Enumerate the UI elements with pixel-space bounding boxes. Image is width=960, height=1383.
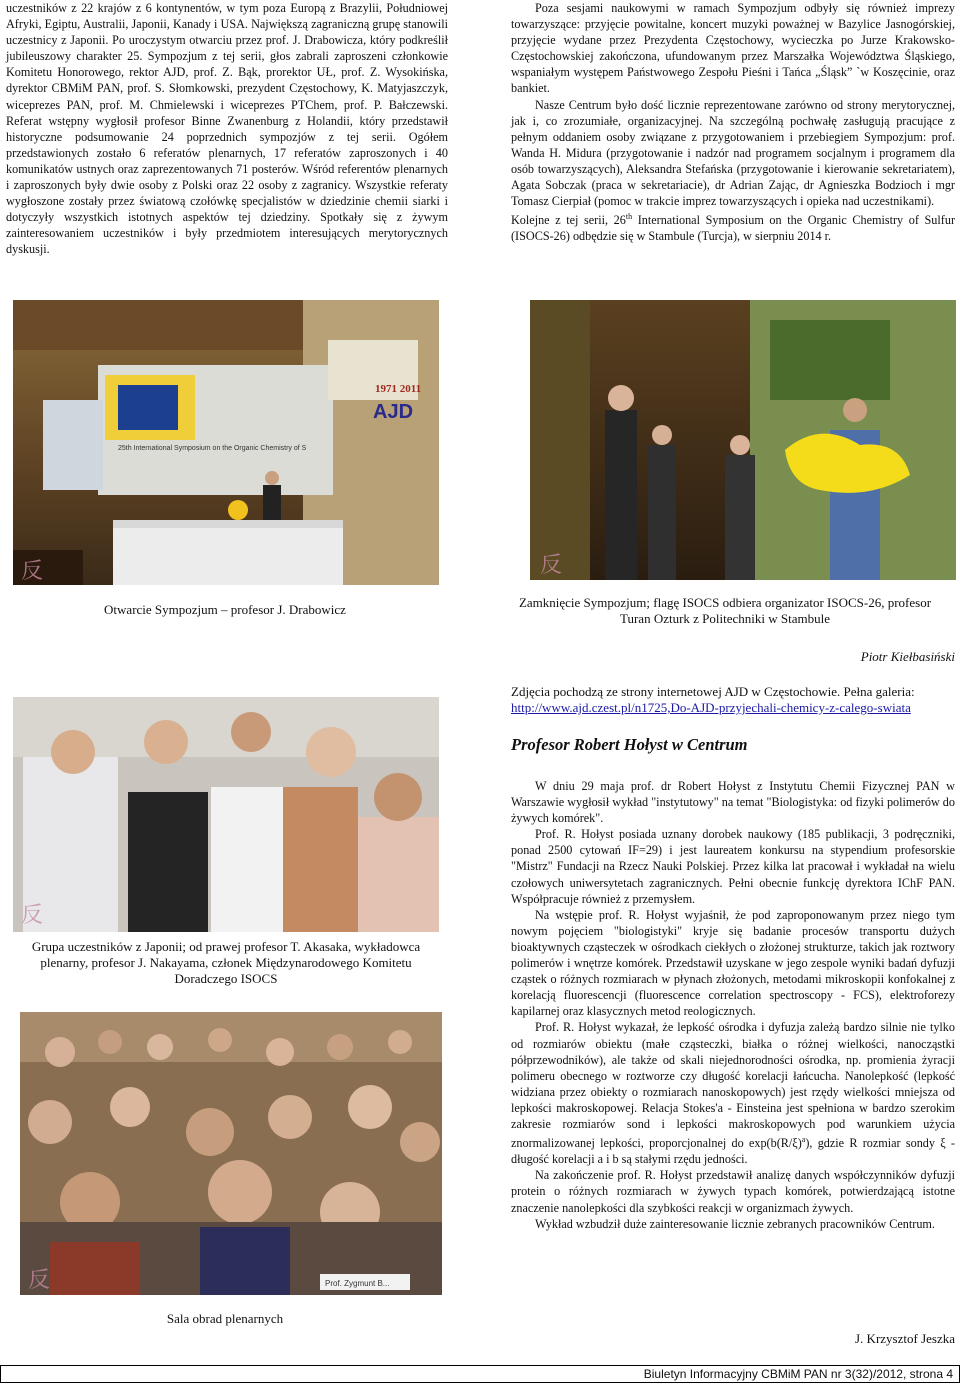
- article-paragraph-4-a: Prof. R. Hołyst wykazał, że lepkość ośrodka i dyfuzja zależą bardzo silnie nie tylko od rozmiarów obiektu (małe cząsteczki, białka o różnej wielkości, nanocząstki półprzewodników), ale także od skali niejednorodności ośrodka, np. promienia żyracji polimeru obecnego w roztworze czy długość korelacji łańcucha. Nanolepkość (lepkość widziana przez obiekty o rozmiarach nanoskopowych) jest rzędy wielkości mniejsza od lepkości makroskopowej. Relacja Stokes'a - Einsteina jest spełniona w bardzo szerokim zakresie rozmiarów sond i lepkości makroskopowych pod warunkiem użycia znormalizowanej lepkości, proporcjonalnej do exp(b(R/ξ): [511, 1020, 955, 1151]
- hall-caption: Sala obrad plenarnych: [166, 1311, 284, 1326]
- opening-photo-screen-text: 25th International Symposium on the Organic Chemistry of S: [118, 445, 307, 452]
- next-symposium-text-b: International Symposium on the Organic Chemistry of Sulfur (ISOCS-26) odbędzie się w Stambule (Turcja), w sierpniu 2014 r.: [511, 213, 955, 244]
- japan-group-photo: [13, 697, 439, 932]
- gallery-link[interactable]: http://www.ajd.czest.pl/n1725,Do-AJD-przyjechali-chemicy-z-calego-swiata: [511, 700, 911, 715]
- left-intro-text: [6, 0, 448, 258]
- opening-photo-watermark: 反: [21, 559, 44, 584]
- next-symposium-text-a: Kolejne z tej serii, 26: [511, 213, 626, 228]
- right-intro-text: [511, 0, 955, 244]
- article-paragraph-4-b: ), gdzie R rozmiar sondy ξ - długość korelacji a i b są stałymi rzędu jedności.: [511, 1136, 955, 1167]
- hall-photo-sign: Prof. Zygmunt B...: [325, 1279, 390, 1288]
- author-signature-2: J. Krzysztof Jeszka: [855, 1331, 955, 1346]
- hall-photo-watermark: 反: [28, 1268, 51, 1293]
- japan-caption: Grupa uczestników z Japonii; od prawej profesor T. Akasaka, wykładowca plenarny, profesor J. Nakayama, członek Międzynarodowego Komitetu Doradczego ISOCS: [31, 939, 421, 986]
- opening-photo: [13, 300, 439, 585]
- article-paragraph-4-sup: a: [801, 1135, 806, 1145]
- left-intro-paragraph: uczestników z 22 krajów z 6 kontynentów, w tym poza Europą z Brazylii, Południowej Afryki, Egiptu, Australii, Japonii, Kanady i USA. Największą zagraniczną grupę stanowili uczestnicy z Japonii. Po uroczystym otwarciu przez prof. J. Drabowicza, który podkreślił jubileuszowy charakter 25. Sympozjum z tej serii, głos zabrali zaproszeni członkowie Komitetu Honorowego, rektor AJD, prof. Z. Bąk, prorektor UŁ, prof. Z. Wysokińska, dyrektor CBMiM PAN, prof. S. Słomkowski, prezydent Częstochowy, K. Matyjaszczyk, wiceprezes PAN, prof. M. Chmielewski i wiceprezes PTChem, prof. P. Bałczewski. Referat wstępny wygłosił profesor Binne Zwanenburg z Holandii, który przedstawił historyczne podsumowanie 24 poprzednich sympozjów z tej serii. Ogółem przedstawionych zostało 6 referatów plenarnych, 17 referatów zaproszonych i 40 komunikatów ustnych oraz zaprezentowanych 71 posterów. Wśród referentów plenarnych i zaproszonych były dwie osoby z Polski oraz 22 osoby z zagranicy. Wszystkie referaty wygłoszone zostały przez światową czołówkę specjalistów w dziedzinie chemii siarki i dotyczyły wszystkich istotnych aspektów tej dziedziny. Spotkały się z żywym zainteresowaniem uczestników i były przedmiotem interesujących merytorycznych dyskusji.: [6, 1, 448, 257]
- closing-caption: Zamknięcie Sympozjum; flagę ISOCS odbiera organizator ISOCS-26, profesor Turan Ozturk z Politechniki w Stambule: [518, 595, 932, 626]
- article-paragraph-4: [511, 1019, 955, 1167]
- page-footer: [0, 1365, 960, 1383]
- next-symposium-paragraph: [511, 209, 955, 244]
- photo-source-note: [511, 684, 956, 716]
- article-paragraph-3: Na wstępie prof. R. Hołyst wyjaśnił, że pod zaproponowanym przez niego tym nowym pojęciem "biologistyki" kryje się badanie procesów transportu dużych bioaktywnych cząsteczek w ośrodkach ciekłych o złożonej strukturze, takich jak roztwory polimerów i wnętrze komórek. Przedstawił uzyskane w jego zespole wyniki badań dyfuzji cząstek o różnych rozmiarach w płynach złożonych, metodami mikroskopii konfokalnej z korelacją fluorescencji (fluorescence correlation spectroscopy - FCS), elektroforezy kapilarnej oraz klasycznych metod reologicznych.: [511, 907, 955, 1019]
- article-paragraph-1: W dniu 29 maja prof. dr Robert Hołyst z Instytutu Chemii Fizycznej PAN w Warszawie wygłosił wykład "instytutowy" na temat "Biologistyka: od fizyki polimerów do żywych komórek".: [511, 779, 955, 826]
- opening-photo-overlay-year: 1971 2011: [375, 383, 422, 395]
- team-paragraph: Nasze Centrum było dość licznie reprezentowane zarówno od strony merytorycznej, jak i, co zrozumiałe, organizacyjnej. Na szczególną pochwałę zasługują pracujące z pełnym oddaniem osoby związane z przygotowaniem i przebiegiem Sympozjum: prof. Wanda H. Midura (przygotowanie i nadzór nad programem socjalnym i programem dla osób towarzyszących), Aleksandra Stefańska (przygotowanie i kierowanie sekretariatem), Agata Sobczak (praca w sekretariacie), dr Adrian Zając, dr Agnieszka Bodzioch i mgr Tomasz Cierpiał (pomoc w trakcie imprez towarzyszących i opieka nad uczestnikami).: [511, 97, 955, 209]
- plenary-hall-photo: [20, 1012, 442, 1295]
- closing-photo-watermark: 反: [540, 553, 563, 578]
- article-paragraph-2: Prof. R. Hołyst posiada uznany dorobek naukowy (185 publikacji, 3 podręczniki, ponad 2500 cytowań IF=29) i jest laureatem konkursu na stypendium profesorskie "Mistrz" Fundacji na Rzecz Nauki Polskiej. Przez kilka lat pracował i wykładał na wielu czołowych uniwersytetach zagranicznych. Pełni obecnie funkcję dyrektora IChF PAN. Współpracuje również z przemysłem.: [511, 827, 955, 906]
- photo-source-text: Zdjęcia pochodzą ze strony internetowej AJD w Częstochowie. Pełna galeria:: [511, 684, 915, 699]
- author-signature-1: Piotr Kiełbasiński: [860, 649, 955, 664]
- events-paragraph: Poza sesjami naukowymi w ramach Sympozjum odbyły się również imprezy towarzyszące: przyjęcie powitalne, koncert muzyki poważnej w Bazylice Jasnogórskiej, przyjęcie wydane przez Prezydenta Częstochowy, wycieczka po Jurze Krakowsko-Częstochowskiej zakończona, ufundowanym przez Marszałka Województwa Śląskiego, wspaniałym występem Państwowego Zespołu Pieśni i Tańca „Śląsk” `w Koszęcinie, oraz bankiet.: [511, 1, 955, 96]
- article-body: [511, 778, 955, 1232]
- article-title: Profesor Robert Hołyst w Centrum: [511, 735, 748, 754]
- footer-text: Biuletyn Informacyjny CBMiM PAN nr 3(32)/2012, strona 4: [643, 1367, 953, 1381]
- next-symposium-sup: th: [625, 212, 633, 222]
- closing-photo: [530, 300, 956, 580]
- opening-caption: Otwarcie Sympozjum – profesor J. Drabowicz: [104, 602, 346, 617]
- article-paragraph-6: Wykład wzbudził duże zainteresowanie licznie zebranych pracowników Centrum.: [535, 1216, 935, 1231]
- article-paragraph-5: Na zakończenie prof. R. Hołyst przedstawił analizę danych współczynników dyfuzji protein o różnych rozmiarach w żywych typach komórek, potwierdzającą istotne znaczenie nanolepkości dla szybkości reakcji w organizmach żywych.: [511, 1168, 955, 1215]
- japan-photo-watermark: 反: [21, 903, 44, 928]
- opening-photo-overlay-logo: AJD: [373, 401, 414, 423]
